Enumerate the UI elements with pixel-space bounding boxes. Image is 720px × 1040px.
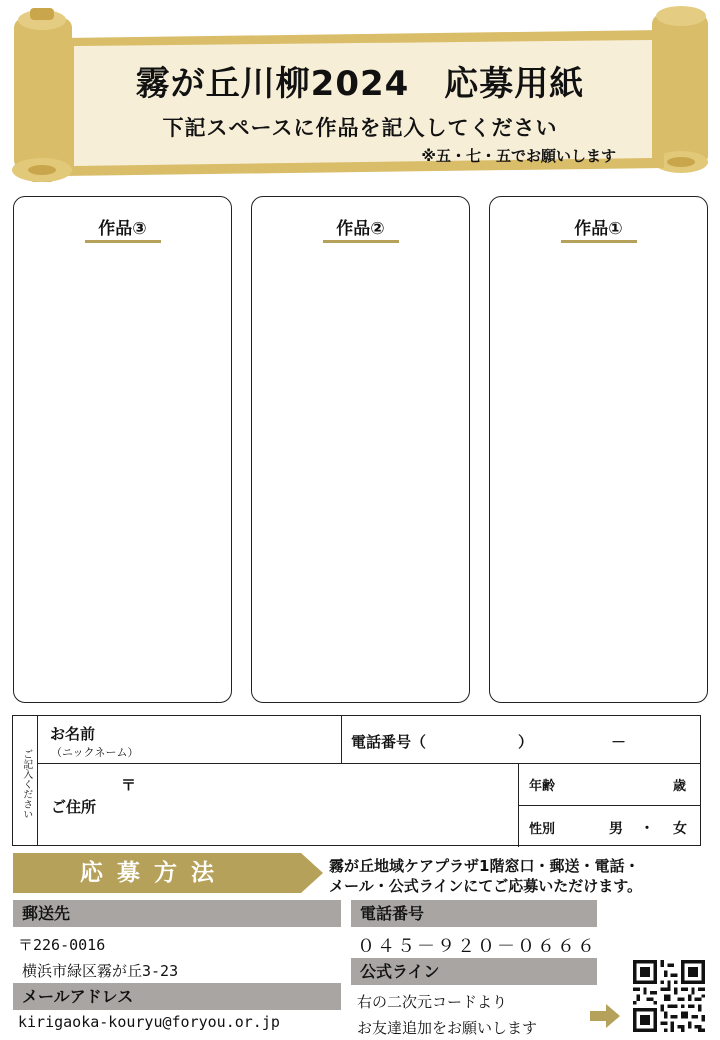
method-description-line: 霧が丘地域ケアプラザ1階窓口・郵送・電話・	[329, 857, 640, 875]
entry-label: 作品③	[98, 219, 147, 239]
address-field[interactable]	[133, 768, 513, 842]
method-description	[329, 856, 642, 896]
entry-box-3[interactable]	[13, 196, 232, 703]
entry-box-1[interactable]	[489, 196, 708, 703]
scroll-banner	[0, 0, 720, 190]
gender-male-option[interactable]: 男	[609, 821, 623, 837]
line-text: お友達追加をお願いします	[357, 1019, 538, 1037]
postal-mark: 〒	[121, 776, 137, 794]
method-header	[13, 853, 323, 893]
page-note: ※五・七・五でお願いします	[421, 147, 616, 165]
phone-label: 電話番号（	[351, 733, 427, 751]
phone-dash: －	[611, 733, 627, 751]
phone-paren-close: ）	[518, 733, 534, 751]
mail-postal: 〒226-0016	[18, 936, 106, 954]
arrow-right-icon	[590, 1004, 620, 1028]
email-heading: メールアドレス	[13, 983, 341, 1010]
entry-underline	[85, 240, 161, 243]
age-field[interactable]	[573, 768, 668, 802]
phone-number[interactable]: ０４５－９２０－０６６６	[357, 936, 597, 957]
row-divider	[38, 763, 701, 764]
entry-box-2[interactable]	[251, 196, 470, 703]
applicant-info-table	[12, 715, 701, 846]
phone-heading: 電話番号	[351, 900, 597, 927]
page-title: 霧が丘川柳2024 応募用紙	[135, 64, 585, 104]
phone-field[interactable]	[445, 718, 695, 760]
name-field[interactable]	[173, 718, 333, 760]
name-label: お名前	[50, 725, 96, 743]
age-unit: 歳	[673, 779, 687, 794]
gender-label: 性別	[529, 822, 556, 837]
entry-label: 作品①	[574, 219, 623, 239]
nickname-label: （ニックネーム）	[51, 746, 139, 759]
row-divider	[518, 805, 701, 806]
gender-separator: ・	[640, 821, 654, 837]
line-heading: 公式ライン	[351, 958, 597, 985]
age-label: 年齢	[529, 779, 556, 794]
mail-address: 横浜市緑区霧が丘3-23	[22, 962, 179, 980]
method-description-line: メール・公式ラインにてご応募いただけます。	[329, 877, 643, 895]
page-subtitle: 下記スペースに作品を記入してください	[162, 116, 558, 140]
col-divider	[341, 716, 342, 763]
entry-underline	[323, 240, 399, 243]
email-address[interactable]: kirigaoka-kouryu@foryou.or.jp	[18, 1013, 280, 1031]
vertical-label-column	[13, 716, 38, 845]
qr-code-icon[interactable]	[631, 960, 707, 1032]
line-text: 右の二次元コードより	[357, 993, 508, 1011]
entry-label: 作品②	[336, 219, 385, 239]
vertical-label: ご記入ください	[20, 749, 32, 819]
method-title: 応募方法	[80, 860, 228, 886]
gender-female-option[interactable]: 女	[673, 821, 687, 837]
entry-underline	[561, 240, 637, 243]
address-label: ご住所	[51, 798, 97, 816]
mail-heading: 郵送先	[13, 900, 341, 927]
